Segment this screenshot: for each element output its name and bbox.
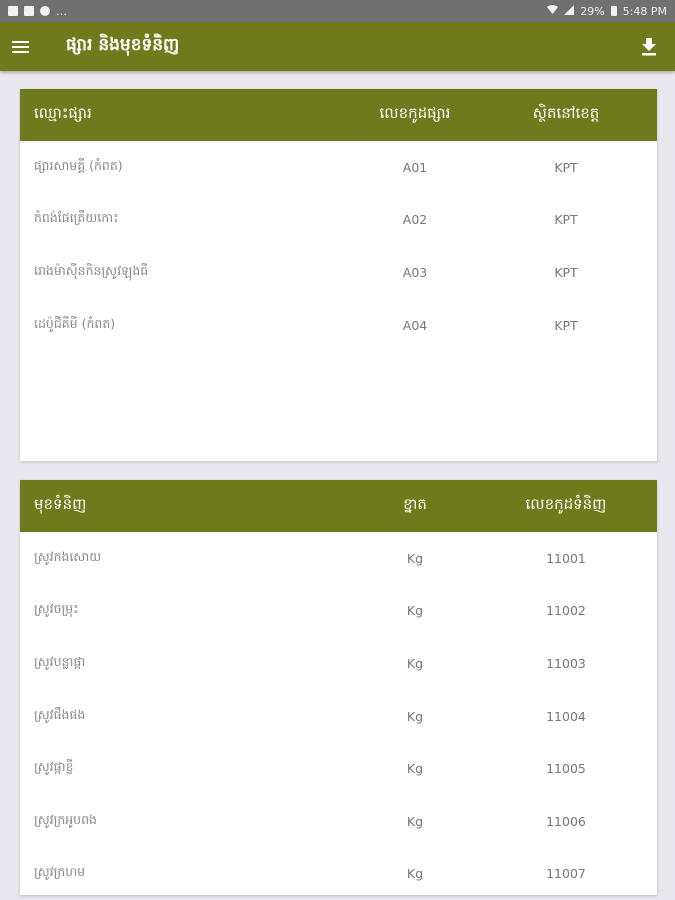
commodity-unit: Kg	[406, 866, 424, 882]
table-row[interactable]	[20, 194, 657, 247]
battery-icon	[611, 6, 617, 16]
markets-table-header	[20, 89, 657, 141]
status-bar	[0, 0, 675, 22]
download-button[interactable]	[635, 33, 663, 61]
commodities-table-header	[20, 480, 657, 532]
commodity-unit: Kg	[406, 655, 424, 671]
header-market-code: លេខកូដផ្សារ	[379, 104, 451, 122]
commodity-name: ស្រូវបន្លាផ្កា	[34, 653, 86, 669]
commodity-name: ស្រូវចម្រុះ	[34, 601, 79, 617]
market-code: A02	[402, 212, 428, 228]
table-row[interactable]	[20, 299, 657, 352]
commodity-name: ស្រូវកងសោយ	[34, 548, 102, 564]
market-province: KPT	[554, 159, 578, 175]
market-code: A04	[402, 317, 428, 333]
signal-icon	[564, 5, 574, 18]
commodity-code: 11003	[546, 655, 586, 671]
markets-table	[20, 89, 657, 461]
more-notifications-icon: …	[56, 4, 67, 18]
market-code: A01	[402, 159, 428, 175]
clock: 5:48 PM	[622, 4, 667, 18]
image-notification-icon	[8, 6, 18, 16]
download-icon	[641, 38, 657, 56]
table-row[interactable]	[20, 246, 657, 299]
commodity-code: 11004	[546, 708, 586, 724]
table-row[interactable]	[20, 795, 657, 848]
commodity-code: 11006	[546, 813, 586, 829]
header-unit: ខ្នាត	[403, 495, 427, 513]
commodity-name: ស្រូវក្រហម	[34, 864, 86, 880]
commodities-table	[20, 480, 657, 895]
header-commodity: មុខទំនិញ	[34, 495, 87, 513]
commodity-name: ស្រូវផ្កាខ្ញី	[34, 759, 74, 775]
commodity-code: 11002	[546, 603, 586, 619]
market-name: រោងម៉ាស៊ីនកិនស្រូវឡុងធី	[34, 262, 149, 278]
market-name: ផ្សារសាមគ្គី (កំពត)	[34, 157, 123, 173]
app-notification-icon	[40, 6, 50, 16]
commodity-name: ស្រូវក្រអូបពង	[34, 811, 97, 827]
commodity-name: ស្រូវផឹងផង	[34, 706, 86, 722]
commodity-unit: Kg	[406, 761, 424, 777]
commodity-code: 11001	[546, 550, 586, 566]
commodity-unit: Kg	[406, 550, 424, 566]
commodity-unit: Kg	[406, 603, 424, 619]
app-bar	[0, 22, 675, 71]
market-province: KPT	[554, 317, 578, 333]
battery-level: 29%	[580, 4, 605, 18]
menu-button[interactable]	[12, 33, 40, 61]
commodity-code: 11007	[546, 866, 586, 882]
table-row[interactable]	[20, 848, 657, 900]
market-code: A03	[402, 264, 428, 280]
commodity-unit: Kg	[406, 708, 424, 724]
market-province: KPT	[554, 264, 578, 280]
flipboard-notification-icon	[24, 6, 34, 16]
header-province: ស្ថិតនៅខេត្ត	[532, 104, 600, 122]
wifi-icon	[547, 5, 558, 18]
page-title: ផ្សារ និងមុខទំនិញ	[66, 35, 180, 55]
table-row[interactable]	[20, 532, 657, 585]
table-row[interactable]	[20, 690, 657, 743]
header-market-name: ឈ្មោះផ្សារ	[34, 104, 92, 122]
table-row[interactable]	[20, 637, 657, 690]
market-province: KPT	[554, 212, 578, 228]
header-commodity-code: លេខកូដទំនិញ	[525, 495, 607, 513]
hamburger-icon	[12, 41, 29, 43]
table-row[interactable]	[20, 141, 657, 194]
commodity-unit: Kg	[406, 813, 424, 829]
market-name: កំពង់ផែត្រើយកោះ	[34, 210, 119, 226]
market-name: ដេប៉ូជីគីមី (កំពត)	[34, 315, 116, 331]
commodity-code: 11005	[546, 761, 586, 777]
table-row[interactable]	[20, 585, 657, 638]
table-row[interactable]	[20, 742, 657, 795]
